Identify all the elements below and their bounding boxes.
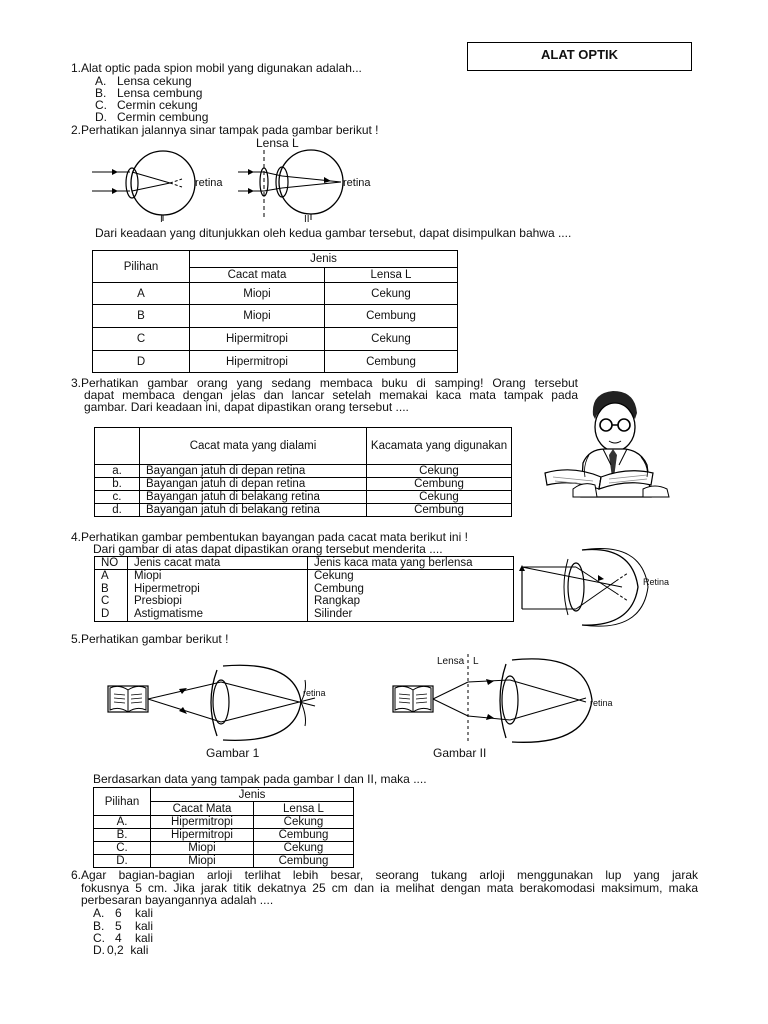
q1-option-c[interactable]: C. Cermin cekung <box>95 98 198 112</box>
question-6-line-3: perbesaran bayangannya adalah .... <box>81 893 274 907</box>
table-row[interactable]: c. Bayangan jatuh di belakang retina Cekung <box>95 491 512 504</box>
question-4-line-1: 4.Perhatikan gambar pembentukan bayangan pada cacat mata berikut ini ! <box>71 530 468 544</box>
q5-eye-diagram-1 <box>105 660 330 745</box>
q5-lens-letter: L <box>473 656 479 667</box>
question-1-text: 1.Alat optic pada spion mobil yang digunakan adalah... <box>71 61 362 75</box>
question-2-text: 2.Perhatikan jalannya sinar tampak pada gambar berikut ! <box>71 123 379 137</box>
q4-header-cacat: Jenis cacat mata <box>128 557 308 570</box>
q5-caption-2: Gambar II <box>433 746 487 760</box>
q5-conclusion: Berdasarkan data yang tampak pada gambar I dan II, maka .... <box>93 772 427 786</box>
q6-option-a[interactable]: A. 6 kali <box>93 906 154 920</box>
table-row[interactable]: C. Miopi Cekung <box>94 842 354 855</box>
q1-option-d[interactable]: D. Cermin cembung <box>95 110 209 124</box>
table-row[interactable]: D Hipermitropi Cembung <box>93 351 458 373</box>
table-row[interactable]: A B C D Miopi Hipermetropi Presbiopi Astigmatisme Cekung Cembung Rangkap Silinder <box>95 570 514 622</box>
table-row[interactable]: A. Hipermitropi Cekung <box>94 816 354 829</box>
question-3-line-2: dapat membaca dengan jelas dan lancar setelah memakai kaca mata tampak pada <box>84 388 578 402</box>
table-row[interactable]: A Miopi Cekung <box>93 283 458 305</box>
reading-man-illustration <box>543 385 681 500</box>
q5-caption-1: Gambar 1 <box>206 746 260 760</box>
q4-retina-label: Retina <box>643 577 670 587</box>
table-row[interactable]: b. Bayangan jatuh di depan retina Cembung <box>95 478 512 491</box>
q5-answer-table <box>93 787 354 868</box>
table-row[interactable]: C Hipermitropi Cekung <box>93 328 458 351</box>
q2-header-cacat: Cacat mata <box>190 268 325 283</box>
q4-eye-diagram <box>512 545 662 630</box>
q3-answer-table <box>94 427 512 517</box>
q3-header-cacat: Cacat mata yang dialami <box>140 428 367 465</box>
q2-retina-label-1: retina <box>195 177 223 189</box>
q5-header-jenis: Jenis <box>151 788 354 802</box>
q6-option-d[interactable]: D. 0,2 kali <box>93 943 149 957</box>
table-row[interactable]: d. Bayangan jatuh di belakang retina Cembung <box>95 504 512 517</box>
question-3-line-1: 3.Perhatikan gambar orang yang sedang membaca buku di samping! Orang tersebut <box>71 376 578 390</box>
q5-header-cacat: Cacat Mata <box>151 802 254 816</box>
q6-option-b[interactable]: B. 5 kali <box>93 919 154 933</box>
q2-header-pilihan: Pilihan <box>93 251 190 283</box>
q2-header-jenis: Jenis <box>190 251 458 268</box>
question-6-line-2: fokusnya 5 cm. Jika jarak titik dekatnya 25 cm dan ia melihat dengan mata berakomodasi maksimum, maka <box>81 881 698 895</box>
q4-header-kaca: Jenis kaca mata yang berlensa <box>308 557 514 570</box>
question-6-line-1: 6.Agar bagian-bagian arloji terlihat lebih besar, seorang tukang arloji menggunakan lup yang jarak <box>71 868 698 882</box>
q2-header-lensa: Lensa L <box>325 268 458 283</box>
question-5-text: 5.Perhatikan gambar berikut ! <box>71 632 229 646</box>
q5-lens-label: Lensa <box>437 656 465 667</box>
q5-eye-diagram-2 <box>390 652 600 747</box>
q2-conclusion: Dari keadaan yang ditunjukkan oleh kedua gambar tersebut, dapat disimpulkan bahwa .... <box>95 226 572 240</box>
q3-header-kacamata: Kacamata yang digunakan <box>367 428 512 465</box>
q2-answer-table <box>92 250 458 373</box>
q2-retina-label-2: retina <box>343 177 371 189</box>
question-4-line-2: Dari gambar di atas dapat dipastikan orang tersebut menderita .... <box>93 542 443 556</box>
q2-eye-diagram-2 <box>236 148 346 222</box>
q2-figure-number-1: I <box>160 214 163 225</box>
question-3-line-3: gambar. Dari keadaan ini, dapat dipastikan orang tersebut .... <box>84 400 409 414</box>
q5-retina-label-2: retina <box>590 698 613 708</box>
table-row[interactable]: B Miopi Cembung <box>93 305 458 328</box>
page-title: ALAT OPTIK <box>467 42 692 71</box>
q1-option-a[interactable]: A. Lensa cekung <box>95 74 192 88</box>
q4-answer-table <box>94 556 514 622</box>
q6-option-c[interactable]: C. 4 kali <box>93 931 154 945</box>
table-row[interactable]: a. Bayangan jatuh di depan retina Cekung <box>95 465 512 478</box>
q2-lens-label: Lensa L <box>256 136 299 150</box>
q2-figure-number-2: II <box>304 214 310 225</box>
q5-header-lensa: Lensa L <box>254 802 354 816</box>
q1-option-b[interactable]: B. Lensa cembung <box>95 86 203 100</box>
q5-retina-label-1: retina <box>303 688 326 698</box>
q4-header-no: NO <box>95 557 128 570</box>
table-row[interactable]: B. Hipermitropi Cembung <box>94 829 354 842</box>
q5-header-pilihan: Pilihan <box>94 788 151 816</box>
table-row[interactable]: D. Miopi Cembung <box>94 855 354 868</box>
